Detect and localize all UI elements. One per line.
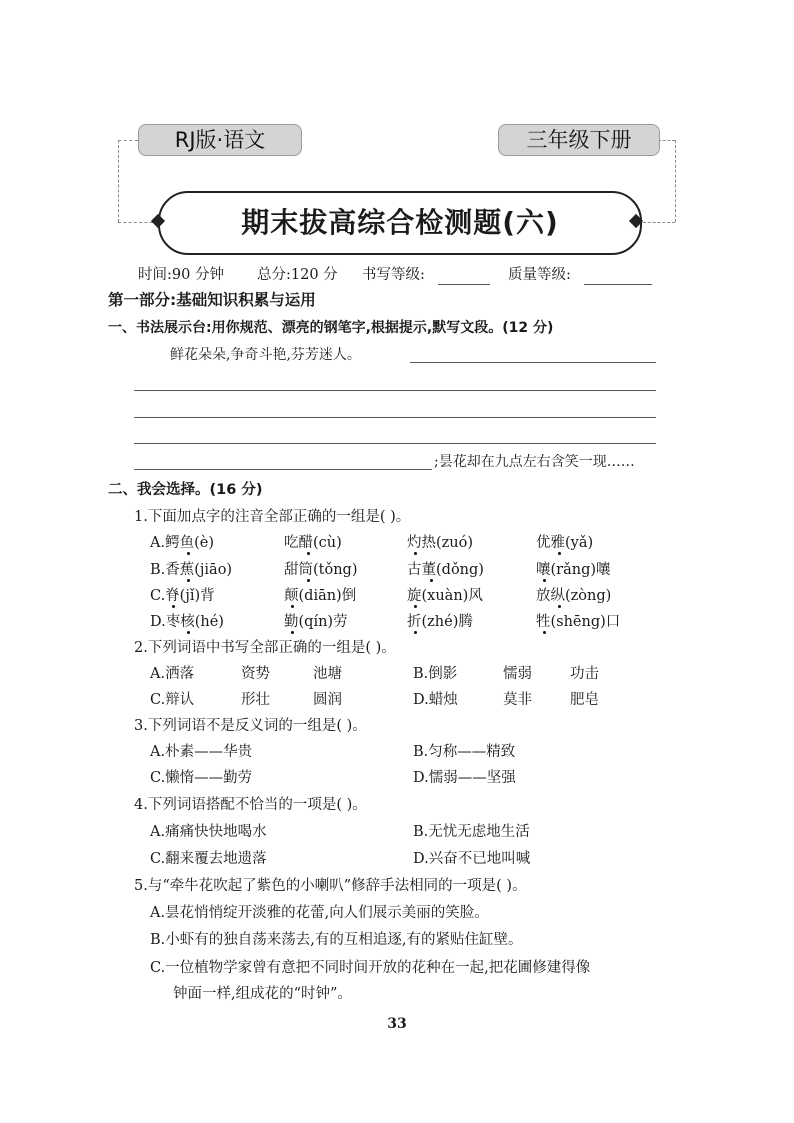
q4-option-a: A.痛痛快快地喝水	[150, 824, 267, 840]
q5-option-c: C.一位植物学家曾有意把不同时间开放的花种在一起,把花圃修建得像	[150, 960, 591, 976]
q5-option-c-continued: 钟面一样,组成花的“时钟”。	[173, 986, 352, 1002]
q2-row2-5: 莫非	[503, 692, 532, 708]
section1-prompt: 鲜花朵朵,争奇斗艳,芬芳迷人。	[170, 347, 361, 363]
q2-row1-5: 懦弱	[503, 666, 532, 682]
q1-a-2: 吃醋(cù)	[284, 535, 342, 551]
q2-row1-1: A.洒落	[150, 666, 195, 682]
writing-line-2[interactable]	[134, 390, 656, 391]
q4-option-d: D.兴奋不已地叫喊	[413, 851, 531, 867]
edition-badge: RJ版·语文	[138, 124, 302, 156]
q1-c-2: 颠(diān)倒	[284, 588, 357, 604]
emphasis-dot	[187, 552, 190, 555]
section2-heading: 二、我会选择。(16 分)	[108, 482, 263, 498]
page-title: 期末拔高综合检测题(六)	[241, 206, 559, 239]
emphasis-dot	[291, 631, 294, 634]
writing-grade-label: 书写等级:	[362, 267, 425, 283]
q3-option-d: D.懦弱——坚强	[413, 770, 516, 786]
q1-c-1: C.脊(jǐ)背	[150, 588, 215, 604]
q2-row2-6: 肥皂	[570, 692, 599, 708]
q2-row1-2: 资势	[241, 666, 270, 682]
emphasis-dot	[430, 579, 433, 582]
header-frame-left	[118, 140, 119, 222]
q5-option-a: A.昙花悄悄绽开淡雅的花蕾,向人们展示美丽的笑脸。	[150, 905, 489, 921]
emphasis-dot	[187, 579, 190, 582]
emphasis-dot	[414, 631, 417, 634]
q1-b-1: B.香蕉(jiāo)	[150, 562, 233, 578]
q4-option-b: B.无忧无虑地生活	[413, 824, 530, 840]
writing-grade-blank[interactable]	[438, 284, 490, 285]
q2-row2-4: D.蜡烛	[413, 692, 458, 708]
q2-row2-1: C.辩认	[150, 692, 195, 708]
quality-grade-blank[interactable]	[584, 284, 652, 285]
q2-row2-3: 圆润	[313, 692, 342, 708]
q1-b-4: 嚷(rǎng)嚷	[536, 562, 611, 578]
writing-line-3[interactable]	[134, 417, 656, 418]
q3-option-c: C.懒惰——勤劳	[150, 770, 253, 786]
q1-a-4: 优雅(yǎ)	[536, 535, 594, 551]
q5-option-b: B.小虾有的独自荡来荡去,有的互相追逐,有的紧贴住缸壁。	[150, 932, 523, 948]
emphasis-dot	[543, 631, 546, 634]
q1-b-3: 古董(dǒng)	[407, 562, 484, 578]
emphasis-dot	[291, 605, 294, 608]
header-frame-right-bottom	[638, 222, 675, 223]
q5-stem: 5.与“牵牛花吹起了紫色的小喇叭”修辞手法相同的一项是( )。	[134, 878, 527, 894]
q1-stem: 1.下面加点字的注音全部正确的一组是( )。	[134, 509, 411, 525]
writing-line-4[interactable]	[134, 443, 656, 444]
writing-line-1[interactable]	[410, 362, 656, 363]
q1-c-3: 旋(xuàn)风	[407, 588, 483, 604]
header-frame-right-top	[658, 140, 675, 141]
q1-a-3: 灼热(zuó)	[407, 535, 474, 551]
q3-option-b: B.匀称——精致	[413, 744, 516, 760]
q3-stem: 3.下列词语不是反义词的一组是( )。	[134, 718, 367, 734]
q4-stem: 4.下列词语搭配不恰当的一项是( )。	[134, 797, 367, 813]
q1-b-2: 甜筒(tǒng)	[284, 562, 358, 578]
q2-row1-4: B.倒影	[413, 666, 458, 682]
total-score-label: 总分:120 分	[257, 267, 338, 283]
time-label: 时间:90 分钟	[138, 267, 224, 283]
q1-d-1: D.枣核(hé)	[150, 614, 224, 630]
page-number: 33	[387, 1016, 407, 1032]
emphasis-dot	[307, 552, 310, 555]
q2-row2-2: 形壮	[241, 692, 270, 708]
q2-row1-3: 池塘	[313, 666, 342, 682]
part1-heading: 第一部分:基础知识积累与运用	[108, 291, 316, 309]
emphasis-dot	[558, 605, 561, 608]
q1-c-4: 放纵(zòng)	[536, 588, 612, 604]
emphasis-dot	[414, 552, 417, 555]
title-banner	[158, 191, 642, 255]
grade-badge: 三年级下册	[498, 124, 660, 156]
q1-d-2: 勤(qín)劳	[284, 614, 348, 630]
section1-heading: 一、书法展示台:用你规范、漂亮的钢笔字,根据提示,默写文段。(12 分)	[108, 320, 554, 336]
q3-option-a: A.朴素——华贵	[150, 744, 253, 760]
emphasis-dot	[543, 579, 546, 582]
q4-option-c: C.翻来覆去地遗落	[150, 851, 267, 867]
emphasis-dot	[172, 605, 175, 608]
q1-d-4: 牲(shēng)口	[536, 614, 621, 630]
q1-d-3: 折(zhé)腾	[407, 614, 473, 630]
header-frame-right	[675, 140, 676, 222]
q2-row1-6: 功击	[570, 666, 599, 682]
header-frame-left-top	[118, 140, 138, 141]
section1-ending: ;昙花却在九点左右含笑一现……	[434, 454, 635, 470]
quality-grade-label: 质量等级:	[508, 267, 571, 283]
q1-a-1: A.鳄鱼(è)	[150, 535, 214, 551]
emphasis-dot	[307, 579, 310, 582]
emphasis-dot	[414, 605, 417, 608]
emphasis-dot	[187, 631, 190, 634]
emphasis-dot	[558, 552, 561, 555]
writing-line-5[interactable]	[134, 469, 432, 470]
q2-stem: 2.下列词语中书写全部正确的一组是( )。	[134, 640, 396, 656]
